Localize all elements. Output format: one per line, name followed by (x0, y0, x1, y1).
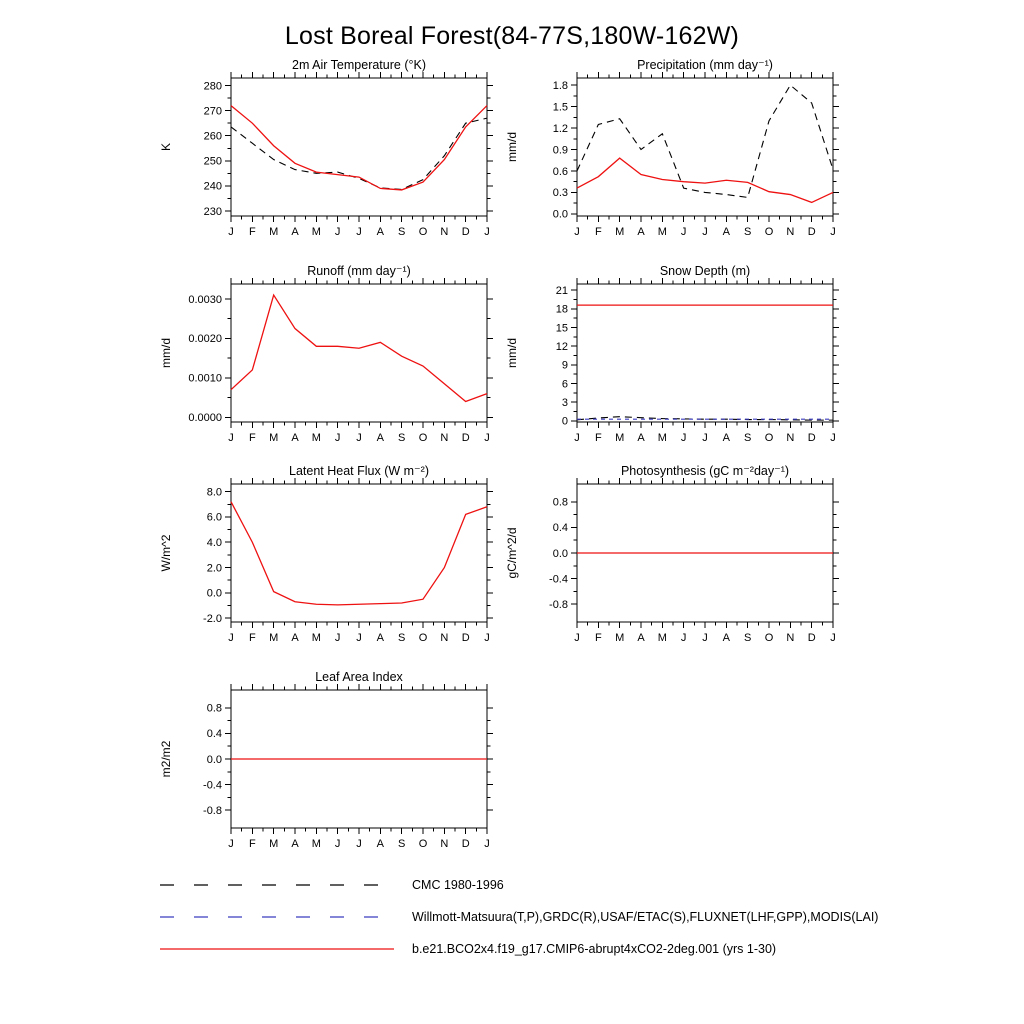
x-tick-label: S (397, 838, 406, 850)
x-tick-label: J (356, 226, 362, 238)
y-axis-label: mm/d (505, 338, 519, 368)
y-tick-label: 250 (203, 155, 222, 168)
y-tick-label: 270 (203, 105, 222, 118)
runoff-chart (146, 262, 496, 462)
x-tick-label: M (615, 226, 625, 238)
x-tick-label: J (356, 432, 362, 444)
y-axis-label: mm/d (159, 338, 173, 368)
x-tick-label: J (228, 432, 234, 444)
y-axis-label: mm/d (505, 132, 519, 162)
x-tick-label: A (637, 632, 645, 644)
y-tick-label: -0.8 (203, 804, 222, 817)
legend-item-cmc (158, 878, 504, 892)
snow-depth-chart (492, 262, 842, 462)
y-tick-label: 0.0 (552, 208, 568, 221)
x-tick-label: J (680, 432, 687, 444)
x-tick-label: M (311, 632, 321, 644)
x-tick-label: J (680, 632, 687, 644)
latent-heat-flux-chart (146, 462, 496, 662)
x-tick-label: D (461, 432, 470, 444)
y-tick-label: 8.0 (206, 486, 222, 499)
series-model_red (577, 158, 833, 202)
y-tick-label: 260 (203, 130, 222, 143)
figure-title: Lost Boreal Forest(84-77S,180W-162W) (284, 22, 740, 50)
y-tick-label: -0.4 (549, 573, 568, 586)
x-tick-label: S (397, 226, 406, 238)
legend-label-cmc: CMC 1980-1996 (412, 878, 504, 892)
tick-marks (571, 278, 839, 428)
x-tick-label: S (743, 226, 752, 238)
x-tick-label: J (702, 226, 708, 238)
legend-label-model: b.e21.BCO2x4.f19_g17.CMIP6-abrupt4xCO2-2deg.001 (yrs 1-30) (412, 942, 777, 956)
y-tick-label: 0 (561, 415, 568, 428)
x-tick-label: S (397, 432, 406, 444)
x-tick-label: O (418, 432, 428, 444)
x-tick-label: M (657, 632, 667, 644)
x-tick-label: J (356, 838, 362, 850)
x-tick-label: M (657, 432, 667, 444)
x-tick-label: J (574, 226, 580, 238)
x-tick-label: F (594, 432, 602, 444)
y-tick-label: -0.8 (549, 598, 568, 611)
y-axis-label: W/m^2 (159, 534, 173, 572)
x-tick-label: M (269, 632, 279, 644)
y-tick-label: 0.0 (206, 587, 222, 600)
y-tick-label: 9 (561, 359, 568, 372)
plot-border (231, 284, 487, 422)
x-tick-label: O (418, 226, 428, 238)
x-tick-label: N (440, 838, 449, 850)
chart-title: Leaf Area Index (315, 670, 403, 684)
legend-line-sample-red (158, 942, 398, 956)
x-tick-label: F (248, 432, 256, 444)
panel-leaf-area-index (146, 668, 496, 873)
x-tick-label: J (574, 432, 580, 444)
y-tick-label: 0.0030 (188, 293, 222, 306)
x-tick-label: J (830, 226, 836, 238)
tick-marks (225, 478, 493, 628)
y-tick-label: 240 (203, 180, 222, 193)
photosynthesis-chart (492, 462, 842, 662)
x-tick-label: J (484, 226, 490, 238)
x-tick-label: N (786, 226, 795, 238)
y-axis-label: gC/m^2/d (505, 527, 519, 579)
y-tick-label: 280 (203, 80, 222, 93)
x-tick-label: M (311, 432, 321, 444)
x-tick-label: J (702, 632, 708, 644)
chart-title: Runoff (mm day⁻¹) (307, 264, 411, 278)
x-tick-label: D (461, 632, 470, 644)
x-tick-label: J (830, 632, 836, 644)
panel-photosynthesis (492, 462, 842, 667)
y-tick-label: 12 (555, 340, 568, 353)
x-tick-label: J (356, 632, 362, 644)
air-temperature-chart (146, 56, 496, 256)
series-model_red (231, 295, 487, 401)
plot-border (577, 78, 833, 216)
x-tick-label: J (484, 838, 490, 850)
x-tick-label: M (311, 226, 321, 238)
x-tick-label: A (376, 838, 385, 850)
y-tick-label: 6 (561, 378, 568, 391)
x-tick-label: J (228, 838, 234, 850)
x-tick-label: D (807, 432, 816, 444)
x-tick-label: A (291, 838, 299, 850)
x-tick-label: J (334, 838, 341, 850)
y-tick-label: 0.0010 (188, 372, 222, 385)
x-tick-label: F (248, 838, 256, 850)
x-tick-label: D (807, 226, 816, 238)
x-tick-label: M (269, 432, 279, 444)
x-tick-label: J (830, 432, 836, 444)
y-tick-label: 0.8 (552, 496, 568, 509)
y-tick-label: 21 (555, 285, 568, 298)
series-model_red (231, 502, 487, 605)
tick-marks (225, 278, 493, 428)
tick-marks (571, 72, 839, 222)
x-tick-label: A (722, 632, 731, 644)
x-tick-label: M (311, 838, 321, 850)
plot-border (231, 484, 487, 622)
chart-title: Precipitation (mm day⁻¹) (637, 58, 773, 72)
x-tick-label: F (248, 226, 256, 238)
x-tick-label: A (637, 226, 645, 238)
plot-border (231, 78, 487, 216)
legend-item-obs (158, 910, 878, 924)
x-tick-label: A (291, 226, 299, 238)
y-tick-label: 18 (555, 303, 568, 316)
x-tick-label: J (334, 226, 341, 238)
leaf-area-index-chart (146, 668, 496, 868)
x-tick-label: J (484, 632, 490, 644)
y-tick-label: 4.0 (206, 537, 222, 550)
y-tick-label: 0.9 (552, 144, 568, 157)
x-tick-label: A (722, 226, 731, 238)
y-tick-label: 6.0 (206, 511, 222, 524)
precipitation-chart (492, 56, 842, 256)
y-tick-label: 0.4 (552, 522, 568, 535)
x-tick-label: J (334, 632, 341, 644)
y-axis-label: m2/m2 (159, 740, 173, 778)
y-tick-label: 0.6 (552, 165, 568, 178)
chart-title: Photosynthesis (gC m⁻²day⁻¹) (620, 464, 790, 478)
x-tick-label: O (418, 632, 428, 644)
y-tick-label: -0.4 (203, 779, 222, 792)
chart-title: Latent Heat Flux (W m⁻²) (289, 464, 429, 478)
x-tick-label: A (722, 432, 731, 444)
chart-title: Snow Depth (m) (659, 264, 751, 278)
y-tick-label: 0.0000 (188, 412, 222, 425)
x-tick-label: J (680, 226, 687, 238)
x-tick-label: J (484, 432, 490, 444)
x-tick-label: N (786, 432, 795, 444)
x-tick-label: J (228, 632, 234, 644)
y-tick-label: 0.4 (206, 728, 222, 741)
x-tick-label: O (764, 432, 774, 444)
y-tick-label: 0.8 (206, 702, 222, 715)
y-tick-label: 0.0 (206, 753, 222, 766)
x-tick-label: M (269, 226, 279, 238)
y-tick-label: 0.0020 (188, 333, 222, 346)
x-tick-label: J (228, 226, 234, 238)
legend-line-sample-black (158, 878, 398, 892)
panel-latent-heat-flux (146, 462, 496, 667)
series-model_red (231, 106, 487, 190)
legend-item-model (158, 942, 776, 956)
x-tick-label: D (461, 838, 470, 850)
x-tick-label: N (786, 632, 795, 644)
x-tick-label: S (397, 632, 406, 644)
x-tick-label: O (418, 838, 428, 850)
chart-title: 2m Air Temperature (°K) (292, 58, 426, 72)
x-tick-label: F (594, 226, 602, 238)
series-obs_black (577, 85, 833, 197)
x-tick-label: F (248, 632, 256, 644)
legend-label-obs: Willmott-Matsuura(T,P),GRDC(R),USAF/ETAC(S),FLUXNET(LHF,GPP),MODIS(LAI) (412, 910, 879, 924)
x-tick-label: J (702, 432, 708, 444)
x-tick-label: M (269, 838, 279, 850)
x-tick-label: A (291, 432, 299, 444)
y-tick-label: 230 (203, 205, 222, 218)
x-tick-label: F (594, 632, 602, 644)
x-tick-label: A (291, 632, 299, 644)
y-tick-label: 1.8 (552, 79, 568, 92)
x-tick-label: M (615, 632, 625, 644)
y-tick-label: 3 (561, 396, 568, 409)
y-axis-label: K (159, 142, 173, 152)
y-tick-label: -2.0 (203, 613, 222, 626)
y-tick-label: 15 (555, 322, 568, 335)
x-tick-label: N (440, 226, 449, 238)
x-tick-label: D (461, 226, 470, 238)
y-tick-label: 1.2 (552, 122, 568, 135)
x-tick-label: N (440, 432, 449, 444)
x-tick-label: O (764, 226, 774, 238)
x-tick-label: O (764, 632, 774, 644)
x-tick-label: J (334, 432, 341, 444)
x-tick-label: N (440, 632, 449, 644)
x-tick-label: M (657, 226, 667, 238)
x-tick-label: M (615, 432, 625, 444)
panel-runoff (146, 262, 496, 467)
x-tick-label: A (376, 632, 385, 644)
x-tick-label: A (637, 432, 645, 444)
panel-air-temperature (146, 56, 496, 261)
y-tick-label: 0.0 (552, 547, 568, 560)
y-tick-label: 1.5 (552, 101, 568, 114)
legend-line-sample-blue (158, 910, 398, 924)
y-tick-label: 2.0 (206, 562, 222, 575)
x-tick-label: S (743, 632, 752, 644)
x-tick-label: A (376, 226, 385, 238)
x-tick-label: A (376, 432, 385, 444)
x-tick-label: J (574, 632, 580, 644)
y-tick-label: 0.3 (552, 187, 568, 200)
x-tick-label: D (807, 632, 816, 644)
panel-snow-depth (492, 262, 842, 467)
panel-precipitation (492, 56, 842, 261)
x-tick-label: S (743, 432, 752, 444)
